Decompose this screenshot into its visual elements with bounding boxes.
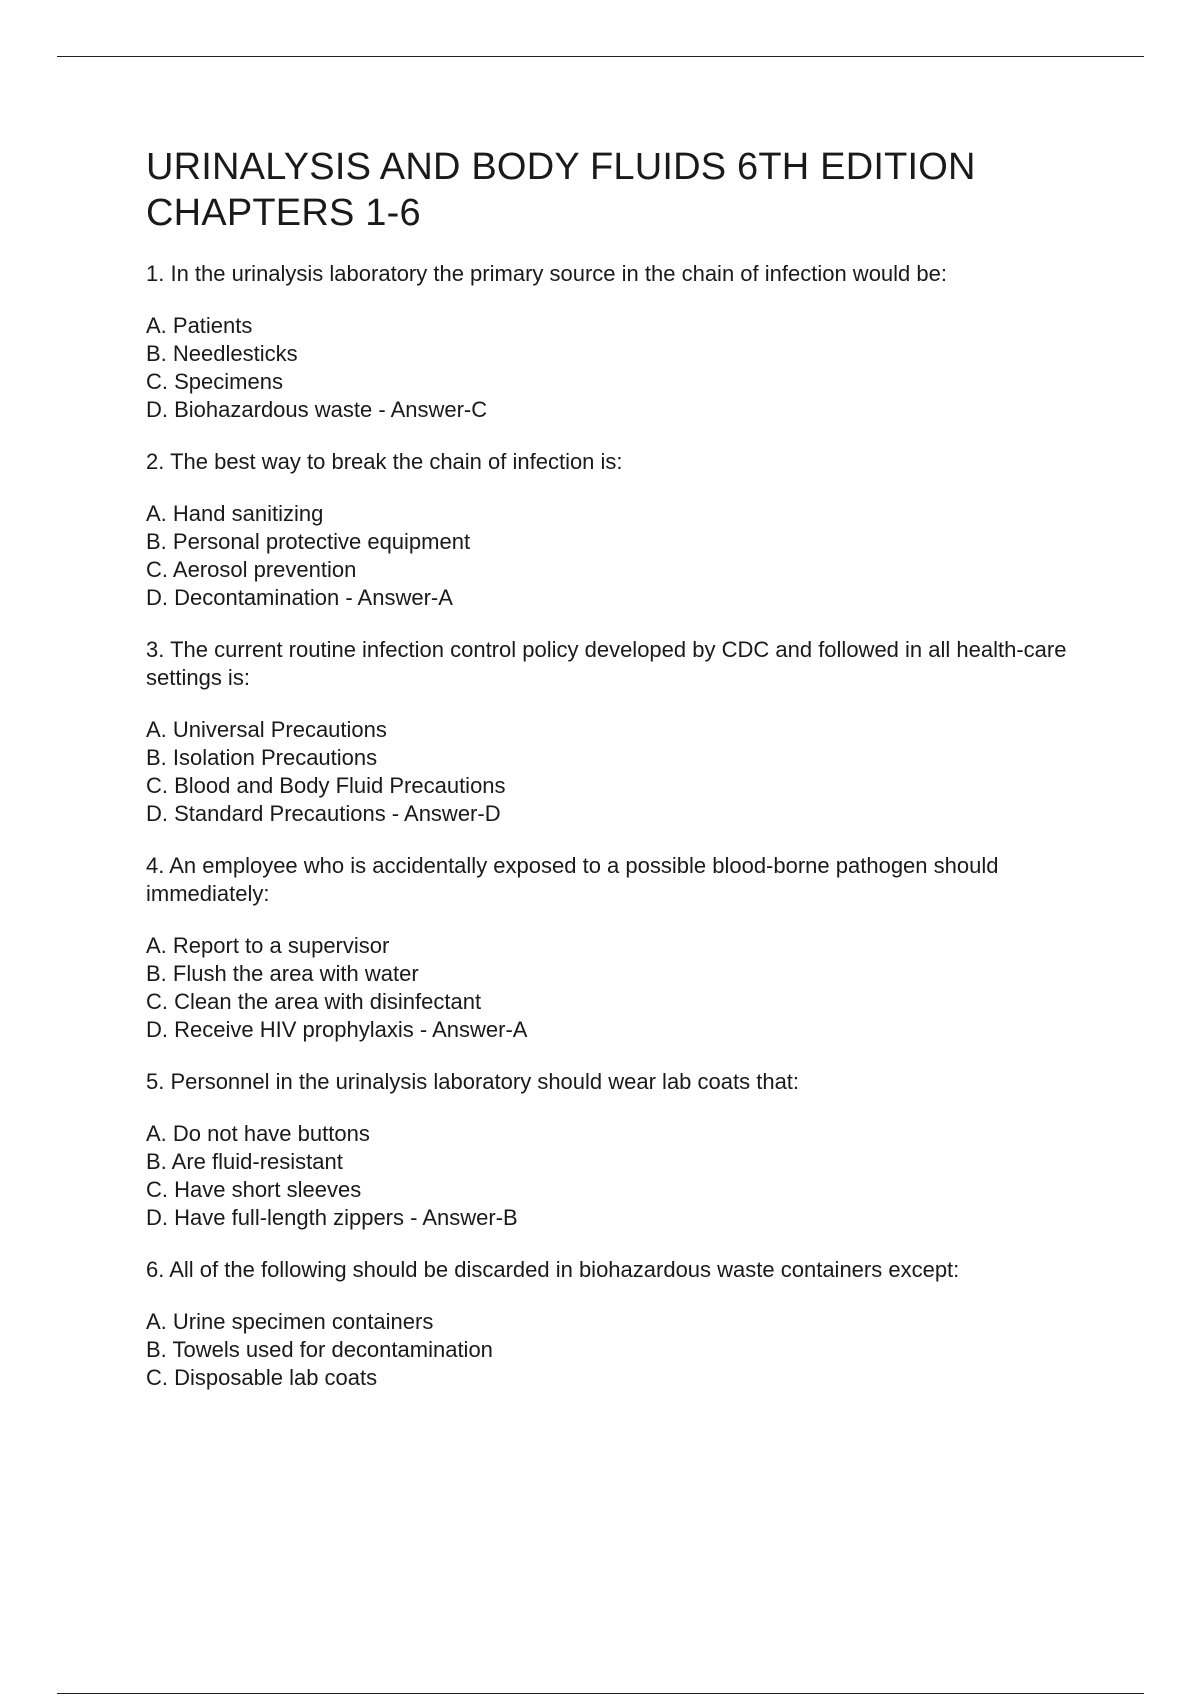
question-6	[146, 1256, 1106, 1392]
option-c: C. Clean the area with disinfectant	[146, 989, 482, 1014]
option-c: C. Blood and Body Fluid Precautions	[146, 773, 506, 798]
option-d: D. Decontamination - Answer-A	[146, 585, 453, 610]
option-c: C. Specimens	[146, 369, 283, 394]
option-d: D. Receive HIV prophylaxis - Answer-A	[146, 1017, 528, 1042]
option-a: A. Hand sanitizing	[146, 501, 324, 526]
question-1	[146, 260, 1106, 424]
option-a: A. Do not have buttons	[146, 1121, 370, 1146]
option-b: B. Needlesticks	[146, 341, 298, 366]
option-b: B. Are fluid-resistant	[146, 1149, 343, 1174]
option-list	[146, 1308, 1106, 1392]
question-text: 1. In the urinalysis laboratory the primary source in the chain of infection would be:	[146, 261, 947, 286]
question-5	[146, 1068, 1106, 1232]
option-a: A. Urine specimen containers	[146, 1309, 434, 1334]
bottom-divider	[57, 1693, 1144, 1694]
document-body	[146, 144, 1106, 1416]
option-b: B. Personal protective equipment	[146, 529, 471, 554]
top-divider	[57, 56, 1144, 57]
option-b: B. Flush the area with water	[146, 961, 419, 986]
option-list	[146, 716, 1106, 828]
option-list	[146, 500, 1106, 612]
question-4	[146, 852, 1106, 1044]
option-b: B. Isolation Precautions	[146, 745, 378, 770]
question-text: 4. An employee who is accidentally exposed to a possible blood-borne pathogen should immediately:	[146, 853, 999, 906]
option-a: A. Universal Precautions	[146, 717, 387, 742]
question-text: 2. The best way to break the chain of infection is:	[146, 449, 623, 474]
option-b: B. Towels used for decontamination	[146, 1337, 493, 1362]
question-2	[146, 448, 1106, 612]
page-title: URINALYSIS AND BODY FLUIDS 6TH EDITION CHAPTERS 1-6	[146, 146, 976, 234]
option-c: C. Have short sleeves	[146, 1177, 362, 1202]
option-a: A. Report to a supervisor	[146, 933, 390, 958]
question-text: 5. Personnel in the urinalysis laboratory should wear lab coats that:	[146, 1069, 800, 1094]
option-d: D. Biohazardous waste - Answer-C	[146, 397, 488, 422]
option-c: C. Disposable lab coats	[146, 1365, 378, 1390]
option-list	[146, 932, 1106, 1044]
option-a: A. Patients	[146, 313, 253, 338]
option-c: C. Aerosol prevention	[146, 557, 357, 582]
option-list	[146, 1120, 1106, 1232]
option-d: D. Standard Precautions - Answer-D	[146, 801, 501, 826]
option-d: D. Have full-length zippers - Answer-B	[146, 1205, 518, 1230]
question-text: 3. The current routine infection control policy developed by CDC and followed in all health-care settings is:	[146, 637, 1067, 690]
question-text: 6. All of the following should be discarded in biohazardous waste containers except:	[146, 1257, 960, 1282]
question-3	[146, 636, 1106, 828]
option-list	[146, 312, 1106, 424]
